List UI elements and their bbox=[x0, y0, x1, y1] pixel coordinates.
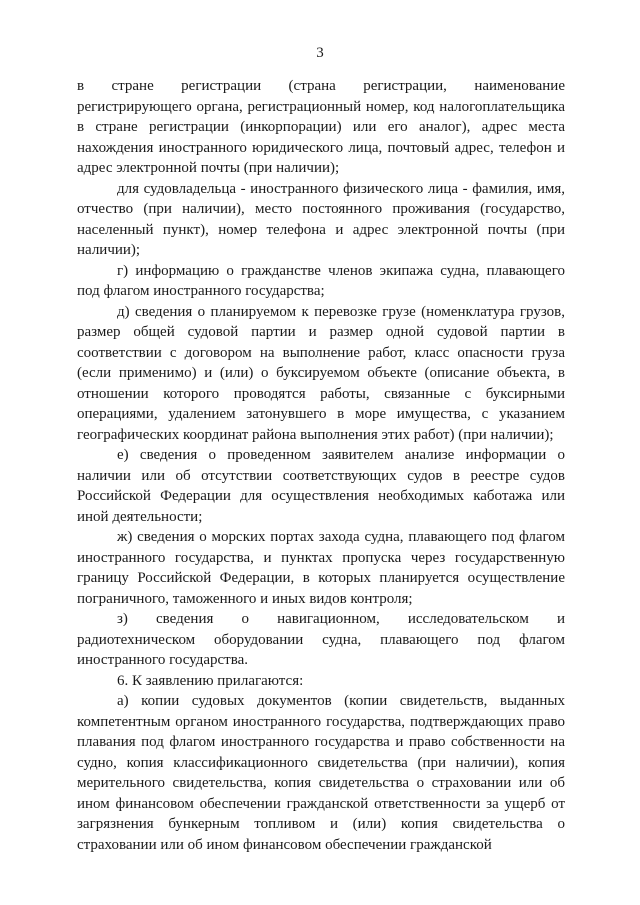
page-number: 3 bbox=[316, 45, 324, 61]
paragraph-item-e-analysis: е) сведения о проведенном заявителем анализе информации о наличии или об отсутствии соответствующих судов в реестре судов Российской Федерации для осуществления необходимых каботажа или иной деятельности; bbox=[77, 447, 565, 525]
paragraph-item-a-documents: а) копии судовых документов (копии свидетельств, выданных компетентным органом иностранного государства, подтверждающих право плавания под флагом иностранного государства и право собственности на судно, копия классификационного свидетельства (при наличии), копия мерительного свидетельства, копия свидетельства о страховании или об ином финансовом обеспечении гражданской ответственности за ущерб от загрязнения бункерным топливом и (или) копия свидетельства о страховании или об ином финансовом обеспечении гражданской bbox=[77, 693, 565, 853]
paragraph-item-g-crew-citizenship: г) информацию о гражданстве членов экипажа судна, плавающего под флагом иностранного государства; bbox=[77, 262, 565, 299]
paragraph-section-6-heading: 6. К заявлению прилагаются: bbox=[117, 672, 304, 689]
paragraph-item-d-cargo: д) сведения о планируемом к перевозке грузе (номенклатура грузов, размер общей судовой партии и размер одной судовой партии в соответствии с договором на выполнение работ, класс опасности груза (если применимо) и (или) о буксируемом объекте (описание объекта, в отношении которого проводятся работы, связанные с буксирными операциями, удалением затонувшего в море имущества, с указанием географических координат района выполнения этих работ) (при наличии); bbox=[77, 303, 565, 443]
paragraph-item-z-equipment: з) сведения о навигационном, исследовательском и радиотехническом оборудовании судна, плавающего под флагом иностранного государства. bbox=[77, 611, 565, 668]
body-text bbox=[77, 76, 565, 855]
paragraph-item-zh-ports: ж) сведения о морских портах захода судна, плавающего под флагом иностранного государства, и пунктах пропуска через государственную границу Российской Федерации, в которых планируется осуществление пограничного, таможенного и иных видов контроля; bbox=[77, 529, 565, 607]
paragraph-registration-details: в стране регистрации (страна регистрации, наименование регистрирующего органа, регистрационный номер, код налогоплательщика в стране регистрации (инкорпорации) или его аналог), адрес места нахождения иностранного юридического лица, почтовый адрес, телефон и адрес электронной почты (при наличии); bbox=[77, 78, 565, 176]
paragraph-individual-shipowner: для судовладельца - иностранного физического лица - фамилия, имя, отчество (при наличии), место постоянного проживания (государство, населенный пункт), номер телефона и адрес электронной почты (при наличии); bbox=[77, 180, 565, 258]
